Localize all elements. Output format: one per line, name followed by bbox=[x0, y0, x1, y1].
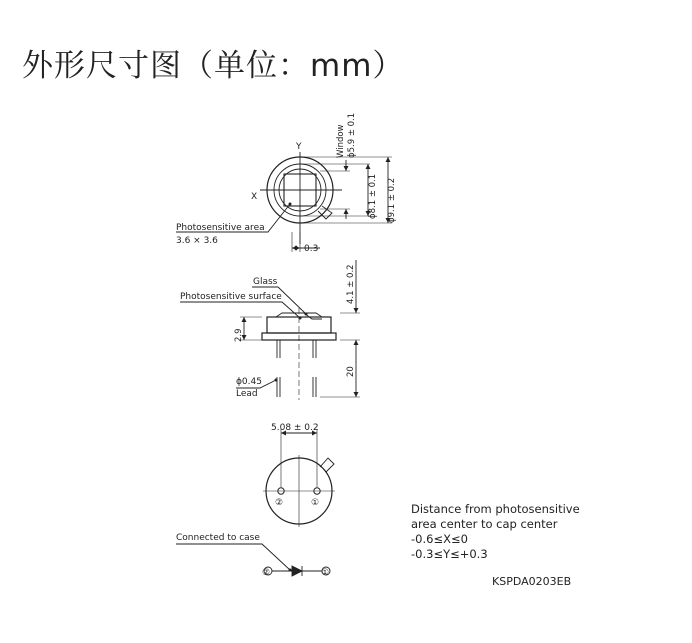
bottom-view bbox=[263, 429, 335, 527]
page-title: 外形尺寸图（单位：mm） bbox=[22, 48, 405, 84]
lead-diameter-dimension: ϕ0.45 bbox=[236, 377, 262, 387]
window-dimension: ϕ5.9 ± 0.1 bbox=[347, 112, 357, 158]
axis-y-label: Y bbox=[296, 142, 302, 152]
photosensitive-surface-label: Photosensitive surface bbox=[180, 292, 282, 302]
bottom-pin-1-label: ① bbox=[311, 498, 320, 508]
schematic-pin-1-label: ① bbox=[321, 568, 330, 578]
note-line: Distance from photosensitive bbox=[411, 502, 580, 516]
axis-x-label: X bbox=[251, 192, 258, 202]
diode-schematic bbox=[176, 544, 322, 576]
bottom-pin-2-label: ② bbox=[275, 498, 284, 508]
note-line: -0.6≤X≤0 bbox=[411, 532, 468, 546]
pin-pitch-dimension: 5.08 ± 0.2 bbox=[271, 423, 319, 433]
outer-diameter-dimension: ϕ9.1 ± 0.2 bbox=[387, 177, 397, 223]
note-line: area center to cap center bbox=[411, 517, 558, 531]
connected-to-case-label: Connected to case bbox=[176, 533, 260, 543]
photosensitive-area-label: Photosensitive area bbox=[176, 223, 265, 233]
offset-note bbox=[411, 502, 580, 562]
glass-label: Glass bbox=[253, 277, 278, 287]
lead-label: Lead bbox=[236, 389, 258, 399]
photosensitive-area-dimension: 3.6 × 3.6 bbox=[176, 236, 218, 246]
note-line: -0.3≤Y≤+0.3 bbox=[411, 547, 488, 561]
offset-dimension: 0.3 bbox=[304, 244, 319, 254]
drawing-code: KSPDA0203EB bbox=[492, 575, 572, 588]
window-label: Window bbox=[336, 124, 346, 158]
lead-length-dimension: 20 bbox=[346, 366, 356, 377]
cap-height-dimension: 2.9 bbox=[234, 328, 244, 342]
schematic-pin-2-label: ② bbox=[262, 568, 271, 578]
inner-diameter-dimension: ϕ8.1 ± 0.1 bbox=[368, 173, 378, 219]
height-dimension: 4.1 ± 0.2 bbox=[346, 264, 356, 304]
